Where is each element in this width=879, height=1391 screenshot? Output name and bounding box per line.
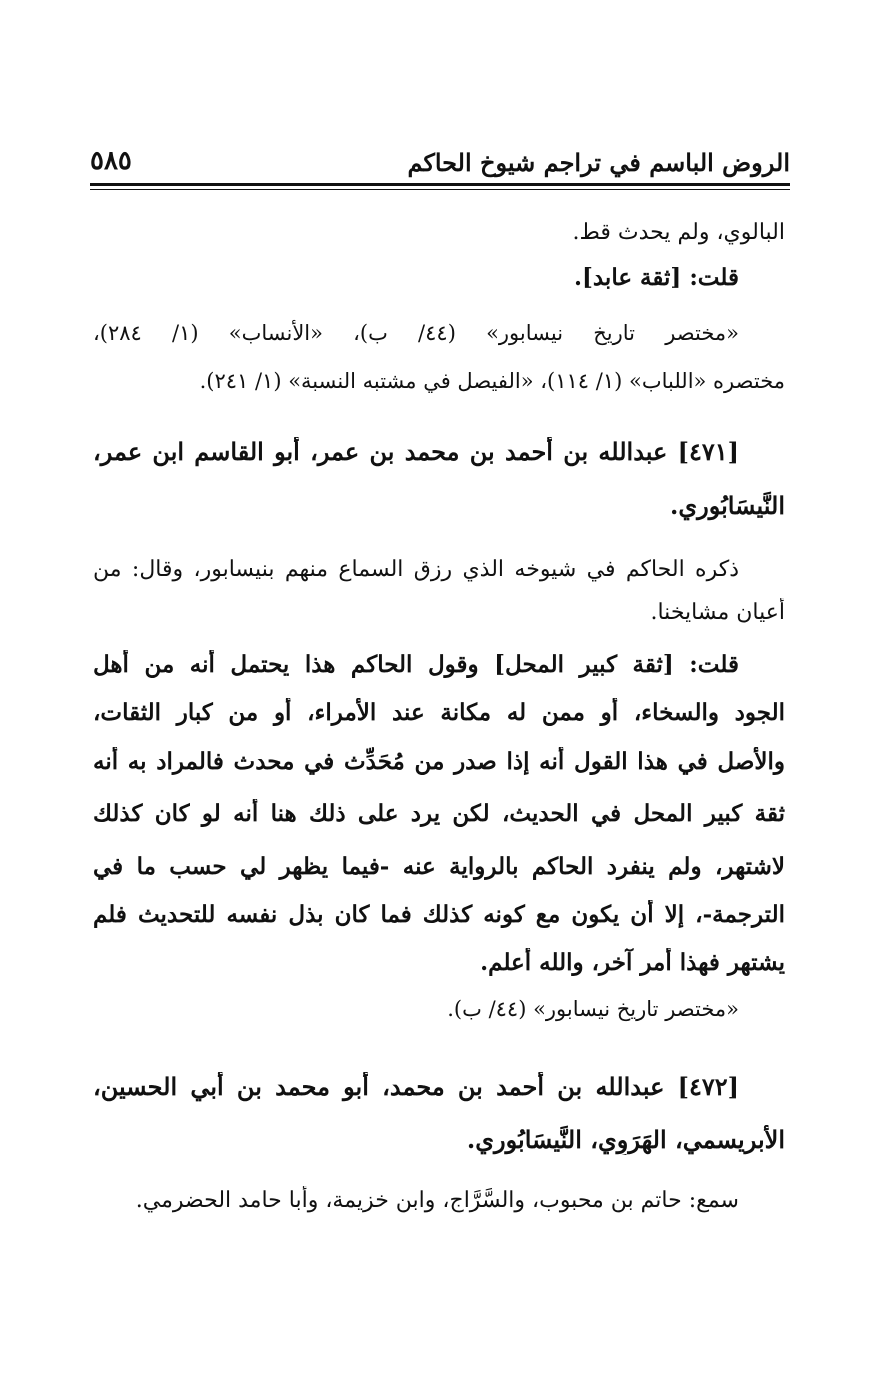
- entry-heading: الأبريسمي، الهَرَوِي، النَّيسَابُوري.: [466, 1125, 785, 1154]
- text-line: ثقة كبير المحل في الحديث، لكن يرد على ذلك هنا أنه لو كان كذلك: [93, 800, 785, 827]
- text-line: البالوي، ولم يحدث قط.: [572, 220, 785, 245]
- text-line: الترجمة-، إلا أن يكون مع كونه كذلك فما كان بذل نفسه للتحديث فلم: [93, 901, 785, 928]
- text-line: ذكره الحاكم في شيوخه الذي رزق السماع منهم بنيسابور، وقال: من: [93, 557, 739, 582]
- header-rule-thick: [90, 183, 790, 186]
- text-line: الجود والسخاء، أو ممن له مكانة عند الأمراء، أو من كبار الثقات،: [93, 699, 785, 726]
- text-line: أعيان مشايخنا.: [650, 600, 785, 625]
- text-line: «مختصر تاريخ نيسابور» (٤٤/ ب).: [447, 997, 739, 1021]
- entry-heading: النَّيسَابُوري.: [670, 491, 785, 520]
- text-line: «مختصر تاريخ نيسابور» (٤٤/ ب)، «الأنساب» (١/ ٢٨٤)،: [93, 321, 739, 345]
- text-line: والأصل في هذا القول أنه إذا صدر من مُحَدِّث في محدث فالمراد به أنه: [93, 748, 785, 775]
- entry-heading: [٤٧١] عبدالله بن أحمد بن محمد بن عمر، أبو القاسم ابن عمر،: [93, 437, 739, 466]
- text-line: سمع: حاتم بن محبوب، والسَّرَّاج، وابن خزيمة، وأبا حامد الحضرمي.: [135, 1188, 739, 1213]
- entry-heading: [٤٧٢] عبدالله بن أحمد بن محمد، أبو محمد بن أبي الحسين،: [93, 1072, 739, 1101]
- header-rule-thin: [90, 189, 790, 190]
- page-header: [90, 144, 790, 184]
- text-line: قلت: [ثقة كبير المحل] وقول الحاكم هذا يحتمل أنه من أهل: [93, 651, 739, 678]
- text-line: مختصره «اللباب» (١/ ١١٤)، «الفيصل في مشتبه النسبة» (١/ ٢٤١).: [199, 369, 785, 393]
- running-title: الروض الباسم في تراجم شيوخ الحاكم: [407, 148, 790, 177]
- text-line: لاشتهر، ولم ينفرد الحاكم بالرواية عنه -فيما يظهر لي حسب ما في: [93, 853, 785, 880]
- page-number: ٥٨٥: [90, 146, 132, 176]
- text-line: قلت: [ثقة عابد].: [573, 264, 739, 291]
- text-line: يشتهر فهذا أمر آخر، والله أعلم.: [480, 949, 785, 976]
